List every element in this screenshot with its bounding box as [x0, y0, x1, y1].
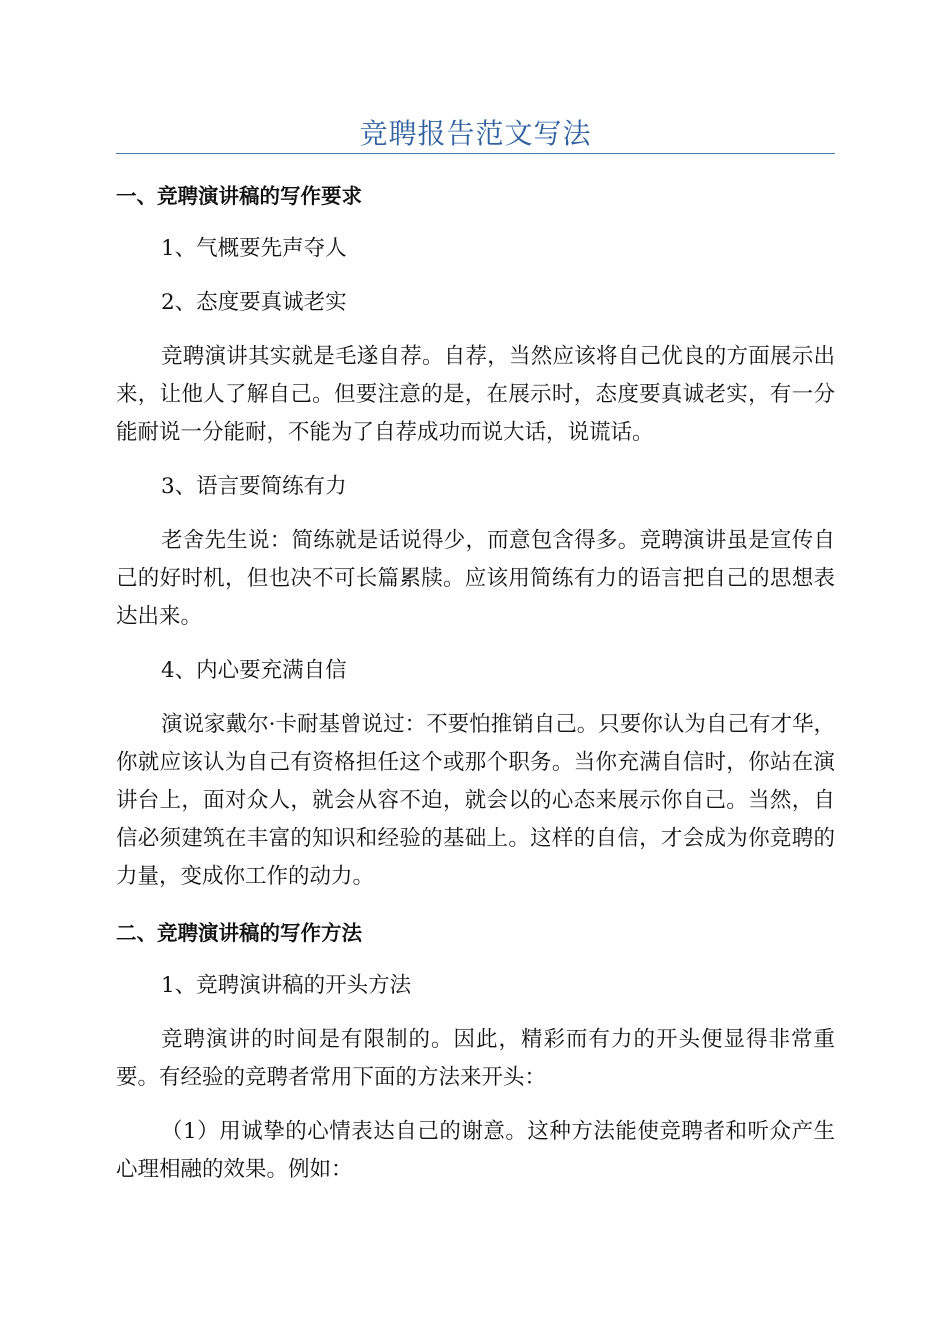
- section-1-paragraph-2: 竞聘演讲其实就是毛遂自荐。自荐，当然应该将自己优良的方面展示出来，让他人了解自己。但要注意的是，在展示时，态度要真诚老实，有一分能耐说一分能耐，不能为了自荐成功而说大话，说谎话。: [116, 344, 835, 445]
- section-2-heading: 二、竞聘演讲稿的写作方法: [116, 921, 362, 945]
- section-1-item-2: 2、态度要真诚老实: [161, 290, 347, 315]
- section-1-item-3: 3、语言要简练有力: [161, 474, 347, 499]
- document-title: 竞聘报告范文写法: [359, 117, 592, 150]
- section-1-paragraph-3: 老舍先生说：简练就是话说得少，而意包含得多。竞聘演讲虽是宣传自己的好时机，但也决不可长篇累牍。应该用简练有力的语言把自己的思想表达出来。: [116, 528, 835, 629]
- section-1-item-1: 1、气概要先声夺人: [161, 236, 347, 261]
- section-1-item-4: 4、内心要充满自信: [161, 658, 347, 683]
- section-1-heading: 一、竞聘演讲稿的写作要求: [116, 184, 362, 208]
- section-2-paragraph-1: 竞聘演讲的时间是有限制的。因此，精彩而有力的开头便显得非常重要。有经验的竞聘者常用下面的方法来开头：: [116, 1027, 835, 1090]
- section-1-paragraph-4: 演说家戴尔·卡耐基曾说过：不要怕推销自己。只要你认为自己有才华，你就应该认为自己有资格担任这个或那个职务。当你充满自信时，你站在演讲台上，面对众人，就会从容不迫，就会以的心态来展示你自己。当然，自信必须建筑在丰富的知识和经验的基础上。这样的自信，才会成为你竞聘的力量，变成你工作的动力。: [116, 712, 835, 889]
- section-2-item-1: 1、竞聘演讲稿的开头方法: [161, 973, 412, 998]
- title-underline: [116, 153, 835, 154]
- section-2-subitem-1: （1）用诚挚的心情表达自己的谢意。这种方法能使竞聘者和听众产生心理相融的效果。例如：: [116, 1119, 835, 1182]
